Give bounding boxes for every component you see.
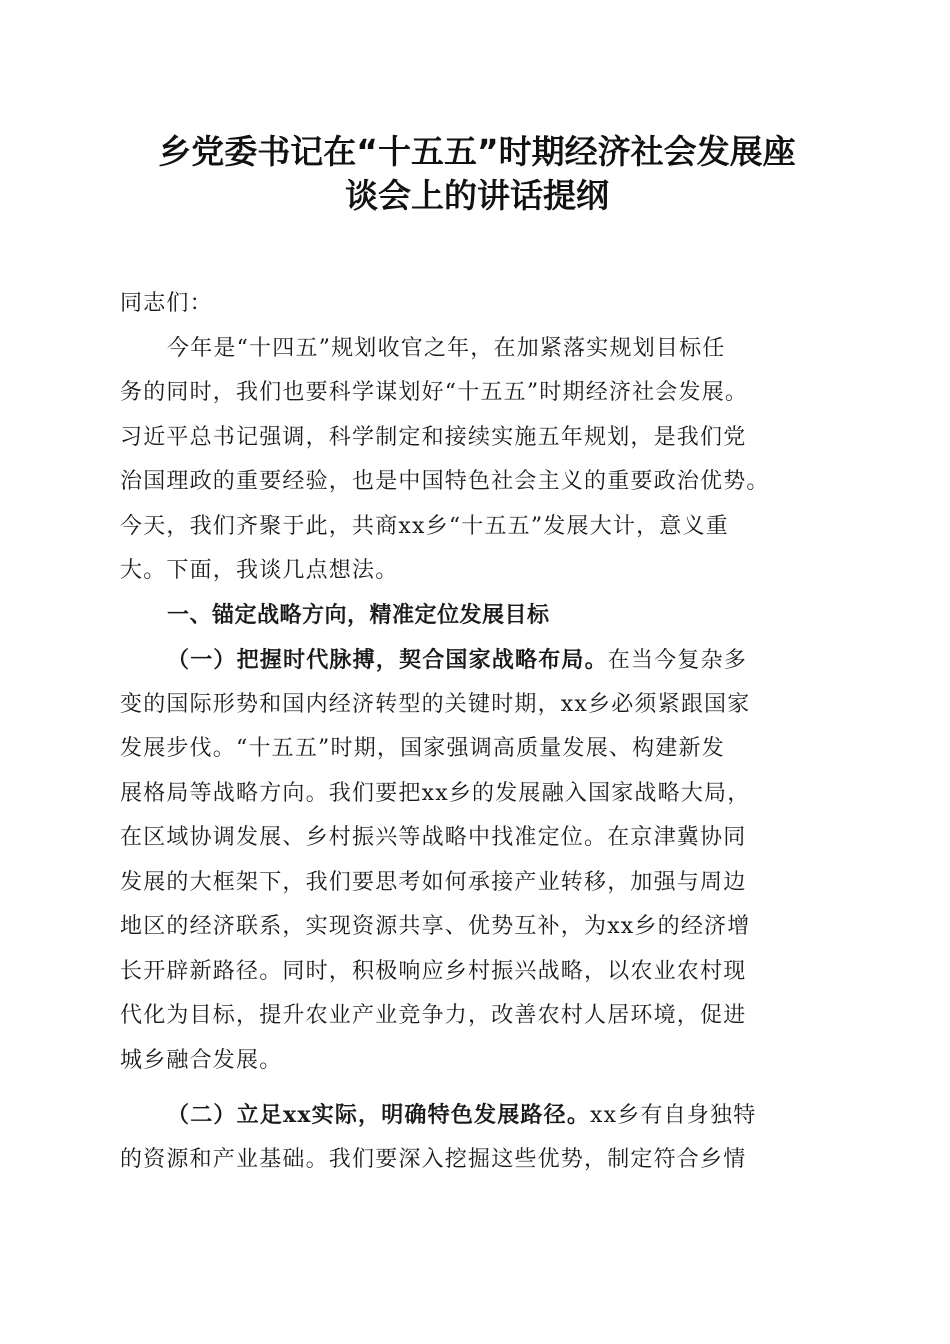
document-body [120, 282, 834, 1182]
paragraph-line: 城乡融合发展。 [120, 1047, 283, 1073]
intro-paragraph [120, 327, 834, 594]
paragraph-line [120, 638, 834, 683]
title-line-1: 乡党委书记在“十五五”时期经济社会发展座 [158, 132, 796, 171]
subsection-1-paragraph [120, 638, 834, 1083]
paragraph-line: 今天，我们齐聚于此，共商xx乡“十五五”发展大计，意义重 [120, 513, 729, 539]
paragraph-line: 的资源和产业基础。我们要深入挖掘这些优势，制定符合乡情 [120, 1146, 747, 1172]
salutation: 同志们： [120, 291, 213, 316]
paragraph-line: 在区域协调发展、乡村振兴等战略中找准定位。在京津冀协同 [120, 825, 747, 850]
section-heading: 一、锚定战略方向，精准定位发展目标 [167, 602, 550, 628]
paragraph-line: 大。下面，我谈几点想法。 [120, 558, 399, 583]
title-line-2: 谈会上的讲话提纲 [345, 176, 609, 215]
paragraph-line: 务的同时，我们也要科学谋划好“十五五”时期经济社会发展。 [120, 380, 749, 405]
paragraph-line: 长开辟新路径。同时，积极响应乡村振兴战略，以农业农村现 [120, 958, 747, 984]
document-page [120, 130, 834, 1182]
paragraph-line: 治国理政的重要经验，也是中国特色社会主义的重要政治优势。 [120, 469, 770, 494]
paragraph-text: 在当今复杂多 [607, 648, 748, 673]
paragraph-line: 发展的大框架下，我们要思考如何承接产业转移，加强与周边 [120, 869, 747, 895]
paragraph-text: xx乡有自身独特 [590, 1103, 757, 1128]
paragraph-line: 地区的经济联系，实现资源共享、优势互补，为xx乡的经济增 [120, 914, 751, 939]
subsection-2-paragraph [120, 1093, 834, 1182]
paragraph-line: 变的国际形势和国内经济转型的关键时期，xx乡必须紧跟国家 [120, 691, 751, 717]
paragraph-line [120, 1093, 834, 1138]
paragraph-line: 发展步伐。“十五五”时期，国家强调高质量发展、构建新发 [120, 736, 725, 761]
paragraph-line: 代化为目标，提升农业产业竞争力，改善农村人居环境，促进 [120, 1003, 747, 1028]
paragraph-gap [120, 1083, 834, 1093]
paragraph-line: 习近平总书记强调，科学制定和接续实施五年规划，是我们党 [120, 424, 747, 450]
page-title [120, 130, 834, 218]
paragraph-line: 展格局等战略方向。我们要把xx乡的发展融入国家战略大局， [120, 780, 751, 806]
paragraph-line: 今年是“十四五”规划收官之年，在加紧落实规划目标任 [167, 335, 726, 361]
subsection-heading: （二）立足xx实际，明确特色发展路径。 [167, 1102, 591, 1128]
subsection-heading: （一）把握时代脉搏，契合国家战略布局。 [167, 647, 608, 673]
